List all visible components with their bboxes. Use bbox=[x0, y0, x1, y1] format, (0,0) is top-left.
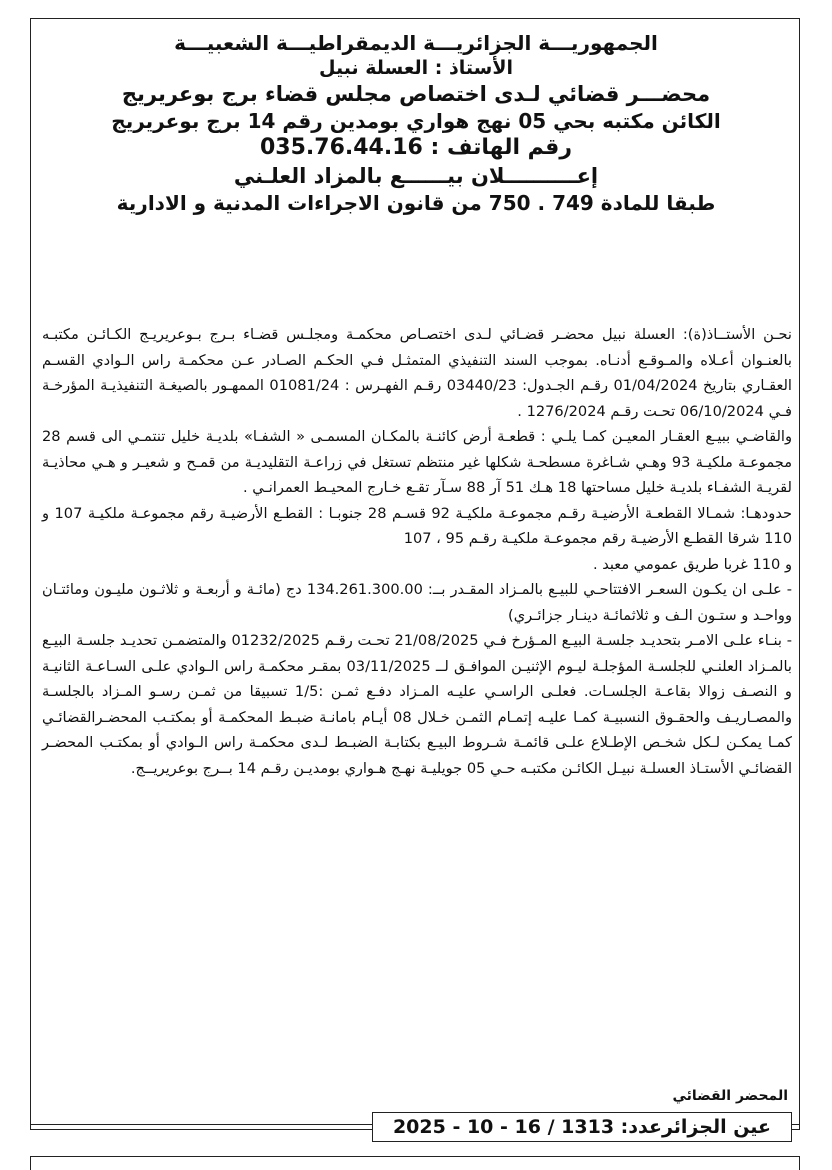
bailiff-role: محضـــر قضائي لـدى اختصاص مجلس قضاء برج بوعريريج bbox=[121, 81, 711, 106]
paragraph-session: - بنـاء علـى الامـر بتحديـد جلسـة البيـع المـؤرخ فـي 21/08/2025 تحـت رقـم 01232/2025 والمتضمـن تحديـد جلسـة البيـع بالمـزاد العلنـي للجلسـة المؤجلـة ليـوم الإثنيـن الموافـق لــ 03/11/2025 بمقـر محكمـة راس الـوادي علـى السـاعـة الثانيـة و النصـف زوالا بقاعـة الجلسـات. فعلـى الراسـي عليـه المـزاد دفـع ثمـن :1/5 تسبيقا من ثمـن رسـو المـزاد بالجلسـة والمصـاريـف والحقـوق النسبيـة كمـا عليـه إتمـام الثمـن خـلال 08 أيـام بامانـة ضبـط المحكمـة أو بمكتـب المحضـرالقضائـي كمـا يمكـن لـكل شخـص الإطـلاع علـى قائمـة شـروط البيـع بكتابـة الضبـط لـدى محكمـة راس الـوادي أو بمكتـب المحضـر القضائـي الأستـاذ العسلـة نبيـل الكائـن مكتبـه حـي 05 جويليـة نهـج هـواري بومديـن رقـم 14 بــرج بوعريريــج. bbox=[42, 632, 792, 777]
paragraph-decision: نحـن الأستــاذ(ة): العسلة نبيل محضـر قضـائي لـدى اختصـاص محكمـة ومجلـس قضـاء بـرج بـوعريريـج الكـائـن مكتبـه بالعنـوان أعـلاه والمـوقـع أدنـاه. بموجب السند التنفيذي المتمثـل فـي الحكـم الصـادر عـن محكمـة راس الـوادي القسـم العقـاري بتاريخ 01/04/2024 رقـم الجـدول: 03440/23 رقـم الفهـرس : 01081/24 الممهـور بالصيغـة التنفيذيـة المؤرخـة فـي 06/10/2024 تحـت رقـم 1276/2024 . bbox=[42, 326, 792, 420]
signature-label: المحضر القضائي bbox=[672, 1088, 788, 1104]
paragraph-property: والقاضـي ببيـع العقـار المعيـن كمـا يلـي : قطعـة أرض كائنـة بالمكـان المسمـى « الشفـا» بلديـة خليل تنتمـي الى قسم 28 مجموعـة ملكيـة 93 وهـي شـاغرة مسطحـة شكلها غير منتظم تستغل في زراعـة التقليديـة من قمـح و شعيـر و هـي محاذيـة لقريـة الشفـاء بلديـة خليل مساحتها 18 هـك 51 آر 88 سـآر تقـع خـارج المحيـط العمرانـي . bbox=[42, 428, 793, 496]
phone-number: رقم الهاتف : 035.76.44.16 bbox=[260, 134, 572, 160]
bailiff-name: الأستاذ : العسلة نبيل bbox=[318, 57, 514, 79]
paragraph-boundaries: حدودهـا: شمـالا القطعـة الأرضيـة رقـم مجموعـة ملكيـة 92 قسـم 28 جنوبـا : القطـع الأرضيـة رقم مجموعـة ملكيـة 107 و 110 شرقا القطـع الأرضيـة رقم مجموعـة ملكيـة رقـم 95 ، 107 bbox=[42, 504, 793, 547]
office-address: الكائن مكتبه بحي 05 نهج هواري بومدين رقم 14 برج بوعريريج bbox=[111, 108, 721, 133]
notice-header bbox=[44, 30, 788, 216]
notice-title: إعــــــــــلان بيــــــع بالمزاد العلـني bbox=[233, 163, 599, 188]
paragraph-west-boundary: و 110 غربا طريق عمومي معبد . bbox=[592, 555, 792, 573]
publication-stamp: عين الجزائرعدد: 1313 / 16 - 10 - 2025 bbox=[372, 1112, 792, 1142]
notice-body bbox=[42, 322, 792, 781]
republic-title: الجمهوريـــة الجزائريـــة الديمقراطيـــة الشعبيـــة bbox=[174, 31, 658, 55]
paragraph-opening-price: - علـى ان يكـون السعـر الافتتاحـي للبيـع بالمـزاد المقـدر بــ: 134.261.300.00 دج (مائـة و أربعـة و ثلاثـون مليـون ومائتـان وواحـد و ستـون الـف و ثلاثمائـة دينـار جزائـري) bbox=[42, 581, 792, 624]
legal-basis: طبقا للمادة 749 . 750 من قانون الاجراءات المدنية و الادارية bbox=[116, 190, 716, 215]
